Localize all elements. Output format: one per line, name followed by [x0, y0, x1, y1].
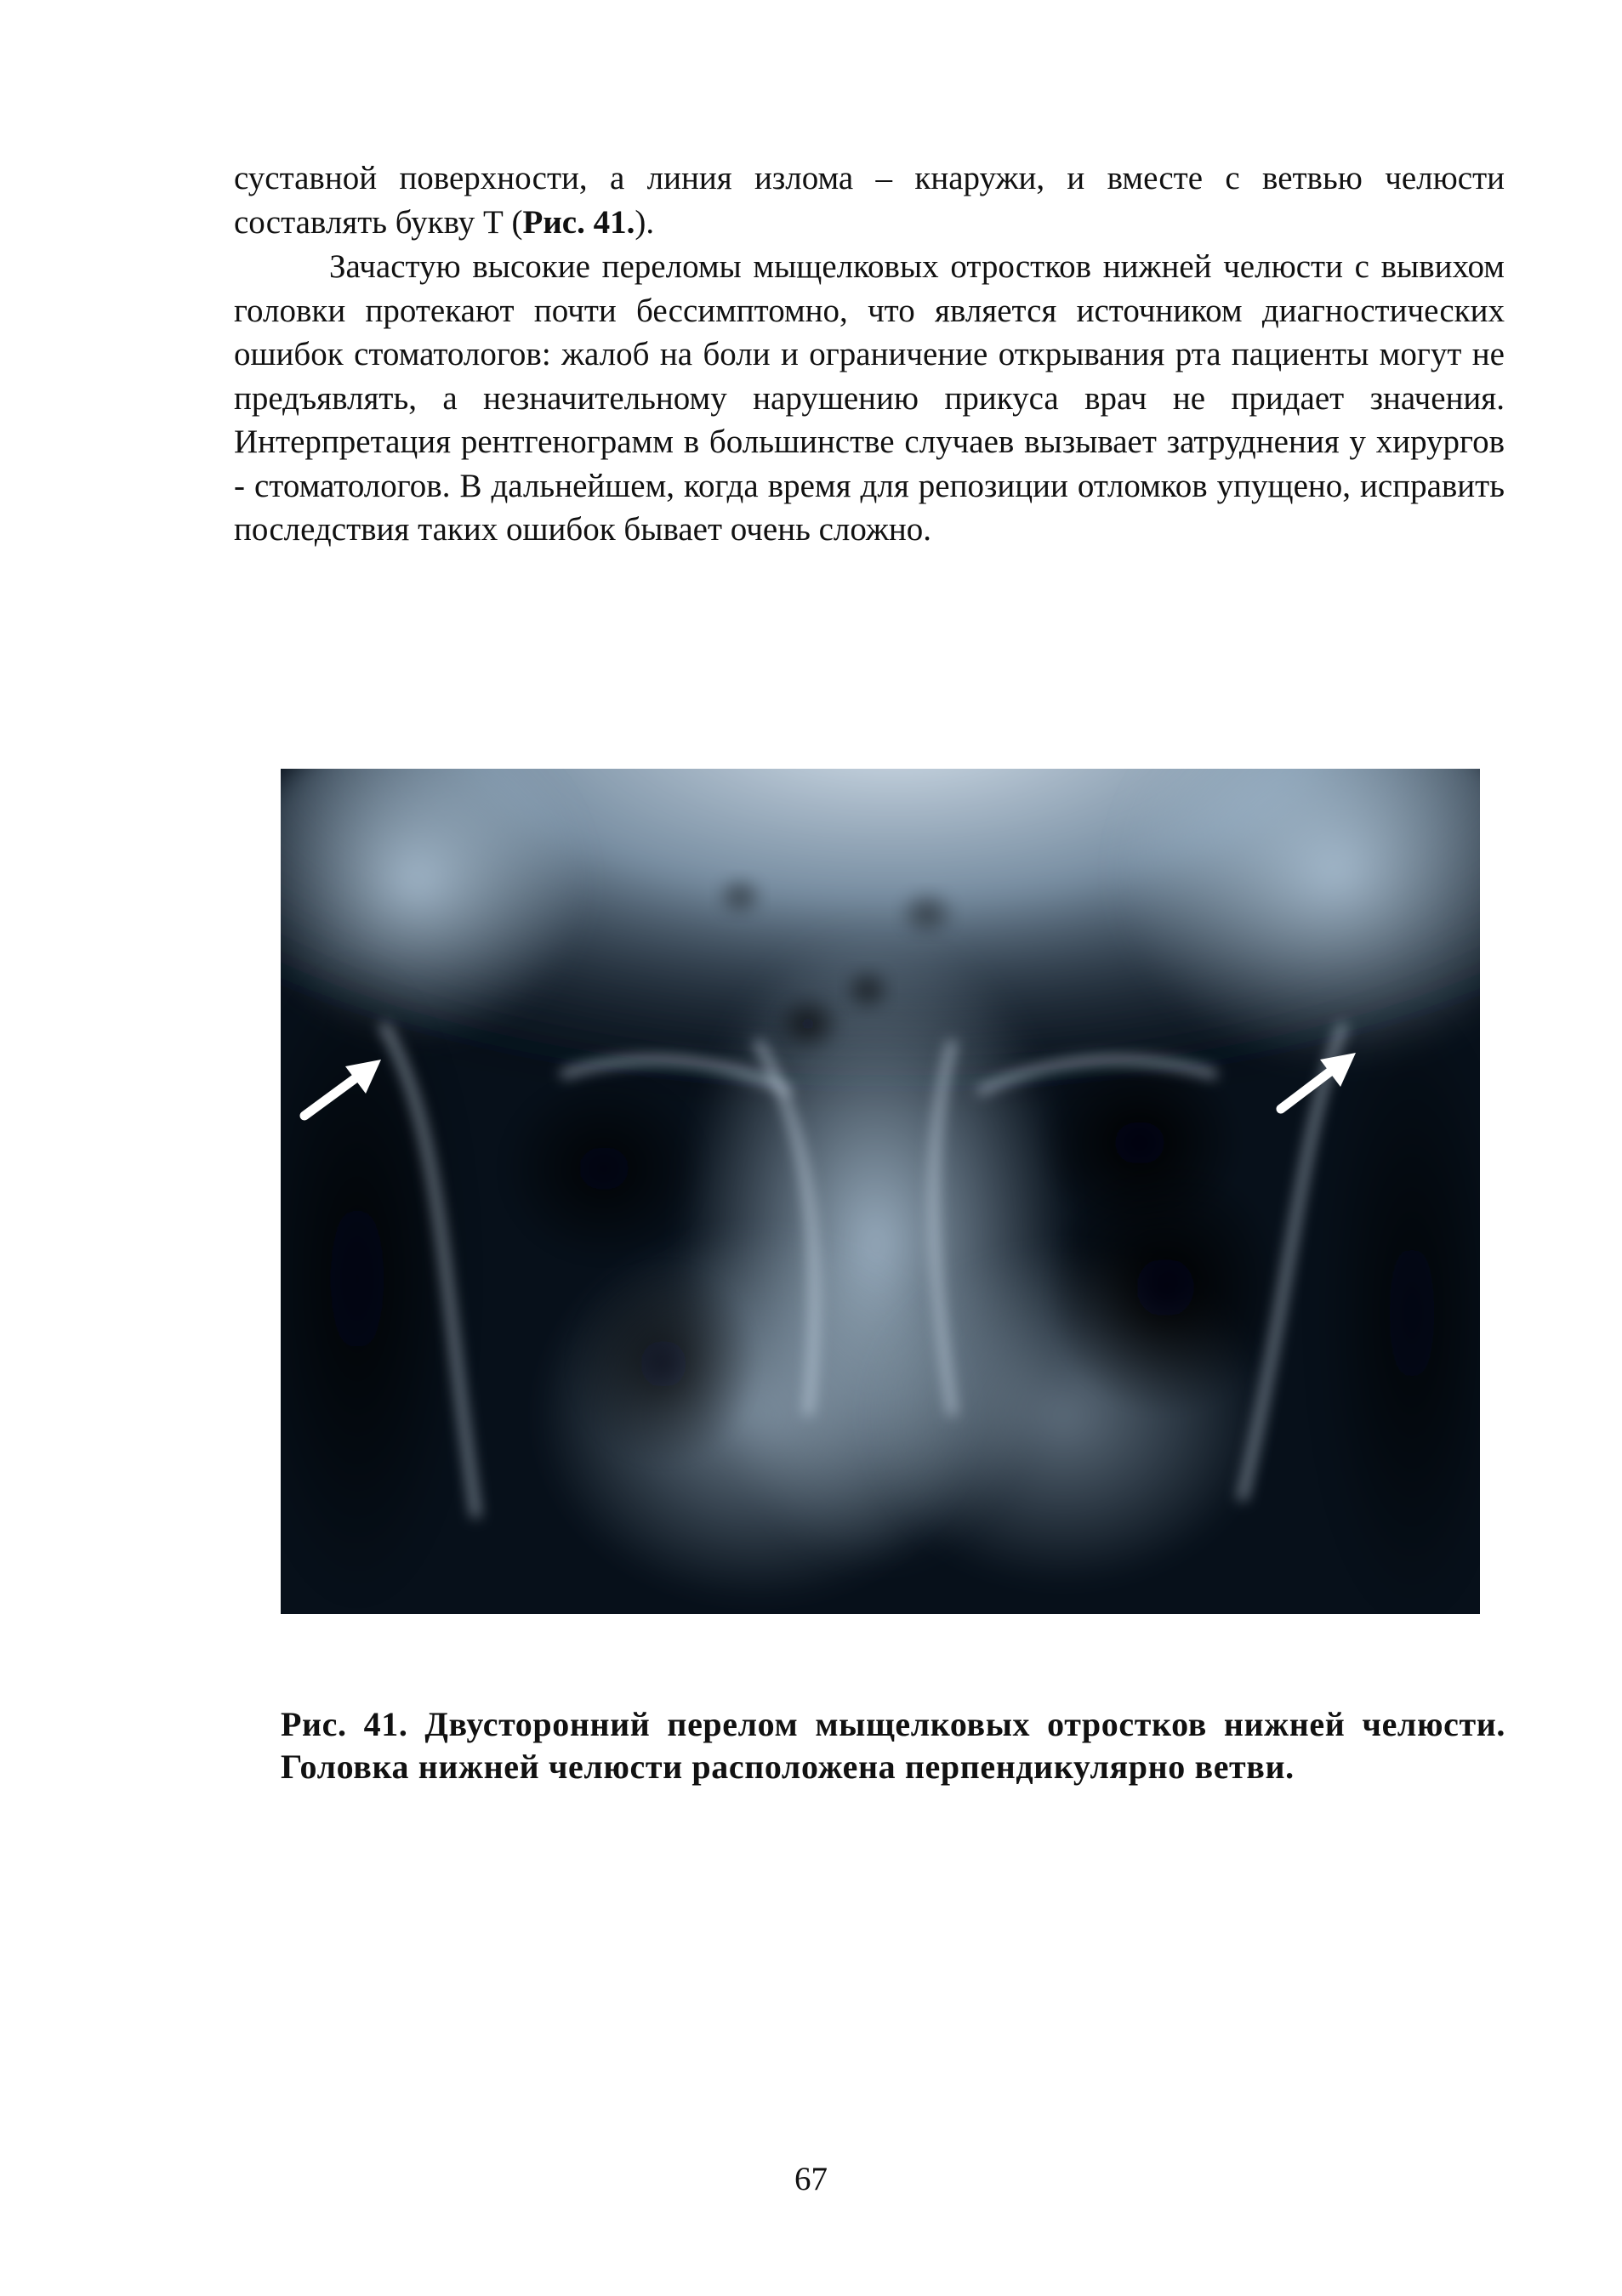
paragraph-1-end: ). — [635, 203, 655, 241]
page-number: 67 — [794, 2161, 828, 2197]
paragraph-1 — [234, 156, 1505, 244]
figure-reference: Рис. 41. — [522, 203, 635, 241]
figure-caption: Рис. 41. Двусторонний перелом мыщелковых отростков нижней челюсти. Головка нижней челюсти расположена перпендикулярно ветви. — [281, 1705, 1505, 1786]
paragraph-2 — [234, 245, 1505, 552]
xray-image — [281, 769, 1480, 1614]
xray-figure — [281, 769, 1480, 1614]
paragraph-1-text: суставной поверхности, а линия излома – кнаружи, и вместе с ветвью челюсти составлять букву Т ( — [234, 160, 1505, 241]
paragraph-2-text: Зачастую высокие переломы мыщелковых отростков нижней челюсти с вывихом головки протекают почти бессимптомно, что является источником диагностических ошибок стоматологов: жалоб на боли и ограничение открывания рта пациенты могут не предъявлять, а незначительному нарушению прикуса врач не придает значения. Интерпретация рентгенограмм в большинстве случаев вызывает затруднения у хирургов - стоматологов. В дальнейшем, когда время для репозиции отломков упущено, исправить последствия таких ошибок бывает очень сложно. — [234, 248, 1505, 548]
